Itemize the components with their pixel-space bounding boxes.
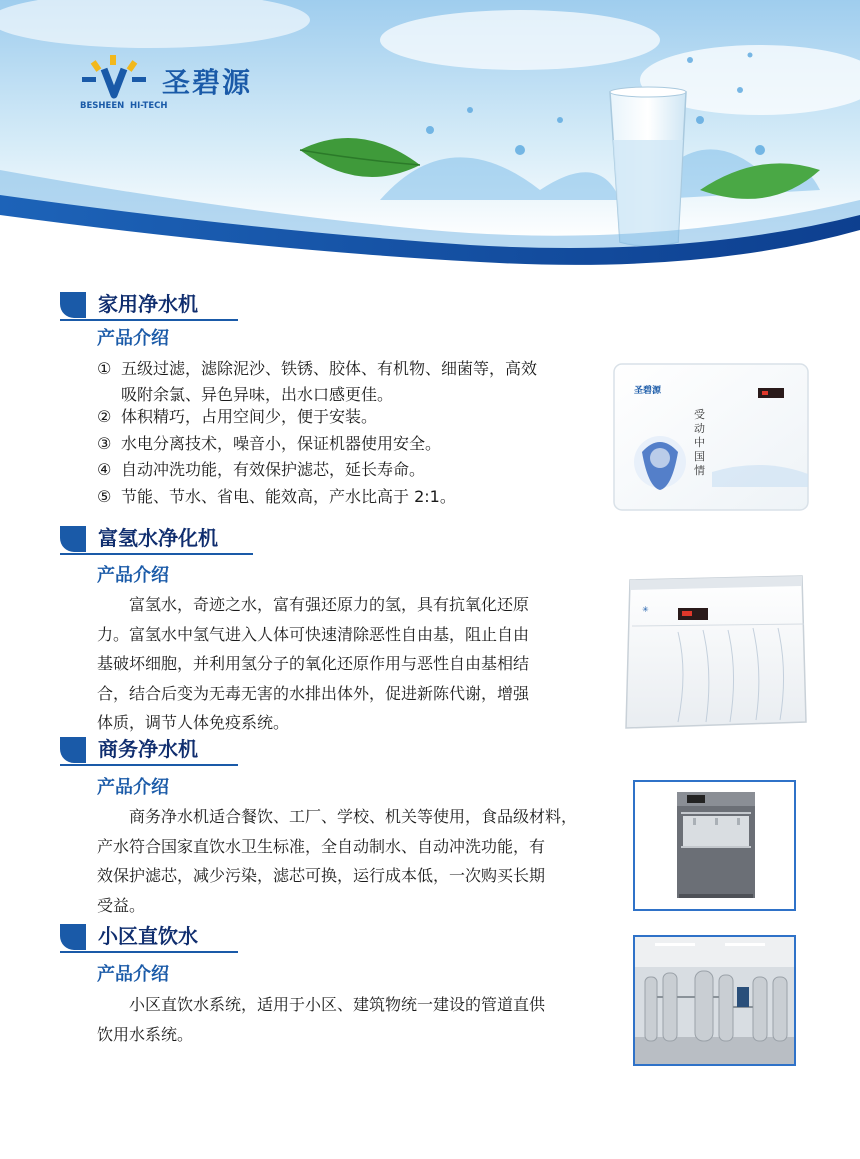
paragraph-line: 富氢水，奇迹之水，富有强还原力的氢，具有抗氧化还原 <box>129 595 530 614</box>
section-underline <box>60 553 253 555</box>
section-subtitle: 产品介绍 <box>97 565 169 586</box>
list-item <box>97 404 377 430</box>
section-title: 小区直饮水 <box>98 924 198 948</box>
paragraph-line: 基破坏细胞，并利用氢分子的氧化还原作用与恶性自由基相结 <box>97 654 530 673</box>
section-commercial-purifier-heading <box>60 735 240 765</box>
commercial-purifier-illustration <box>635 782 794 909</box>
paragraph-line: 合，结合后变为无毒无害的水排出体外，促进新陈代谢，增强 <box>97 683 530 703</box>
section-underline <box>60 319 238 321</box>
list-number: ① <box>97 359 112 378</box>
section-home-purifier-heading <box>60 290 240 320</box>
list-number: ③ <box>97 434 112 453</box>
section-body <box>97 990 617 1049</box>
brand-name: 圣碧源 <box>162 66 253 99</box>
section-marker-icon <box>60 292 86 318</box>
list-text: 五级过滤，滤除泥沙、铁锈、胶体、有机物、细菌等，高效 <box>121 359 538 378</box>
list-item <box>97 431 441 457</box>
list-number: ② <box>97 407 112 426</box>
list-text: 水电分离技术，噪音小，保证机器使用安全。 <box>121 434 442 453</box>
section-title: 家用净水机 <box>98 292 198 316</box>
list-item-continuation: 吸附余氯、异色异味，出水口感更佳。 <box>121 385 394 404</box>
section-community-water-heading <box>60 922 240 952</box>
paragraph-line: 小区直饮水系统，适用于小区、建筑物统一建设的管道直供 <box>129 995 546 1014</box>
section-marker-icon <box>60 526 86 552</box>
home-purifier-image <box>612 362 810 512</box>
section-marker-icon <box>60 737 86 763</box>
section-underline <box>60 764 238 766</box>
paragraph-line: 效保护滤芯，减少污染，滤芯可换，运行成本低，一次购买长期 <box>97 866 546 885</box>
hydrogen-purifier-illustration <box>618 572 812 732</box>
section-body <box>97 802 617 920</box>
hydrogen-purifier-image <box>618 572 812 732</box>
paragraph-line: 饮用水系统。 <box>97 1024 194 1044</box>
water-banner-graphic <box>0 0 860 300</box>
list-number: ⑤ <box>97 487 112 506</box>
section-subtitle: 产品介绍 <box>97 777 169 798</box>
community-water-system-illustration <box>635 937 794 1064</box>
list-text: 自动冲洗功能，有效保护滤芯，延长寿命。 <box>121 460 426 479</box>
list-text: 体积精巧，占用空间少，便于安装。 <box>121 407 378 426</box>
paragraph-line: 体质，调节人体免疫系统。 <box>97 713 290 732</box>
section-body <box>97 590 617 738</box>
section-hydrogen-purifier-heading <box>60 524 240 554</box>
paragraph-line: 产水符合国家直饮水卫生标准，全自动制水、自动冲洗功能，有 <box>97 836 546 856</box>
list-item <box>97 457 425 483</box>
header-banner <box>0 0 860 300</box>
list-number: ④ <box>97 460 112 479</box>
list-text: 节能、节水、省电、能效高，产水比高于 2:1。 <box>121 487 456 506</box>
paragraph-line: 受益。 <box>97 895 146 915</box>
section-subtitle: 产品介绍 <box>97 328 169 349</box>
paragraph-line: 商务净水机适合餐饮、工厂、学校、机关等使用，食品级材料， <box>129 807 578 826</box>
section-marker-icon <box>60 924 86 950</box>
section-title: 富氢水净化机 <box>98 526 218 550</box>
brand-english-left: BESHEEN <box>80 101 125 111</box>
list-item <box>97 484 456 510</box>
commercial-purifier-image <box>633 780 796 911</box>
home-purifier-slogan: 受动中国情 <box>694 408 705 477</box>
section-underline <box>60 951 238 953</box>
section-title: 商务净水机 <box>98 737 198 761</box>
community-water-system-image <box>633 935 796 1066</box>
section-subtitle: 产品介绍 <box>97 964 169 985</box>
brand-english-right: HI-TECH <box>130 101 168 111</box>
home-purifier-brand: 圣碧源 <box>634 386 662 396</box>
paragraph-line: 力。富氢水中氢气进入人体可快速清除恶性自由基，阻止自由 <box>97 624 530 644</box>
brand-logo <box>80 55 280 115</box>
logo-sunburst-icon <box>80 55 148 103</box>
list-item <box>97 356 537 382</box>
hydrogen-brand-text: ✳ <box>642 605 649 614</box>
